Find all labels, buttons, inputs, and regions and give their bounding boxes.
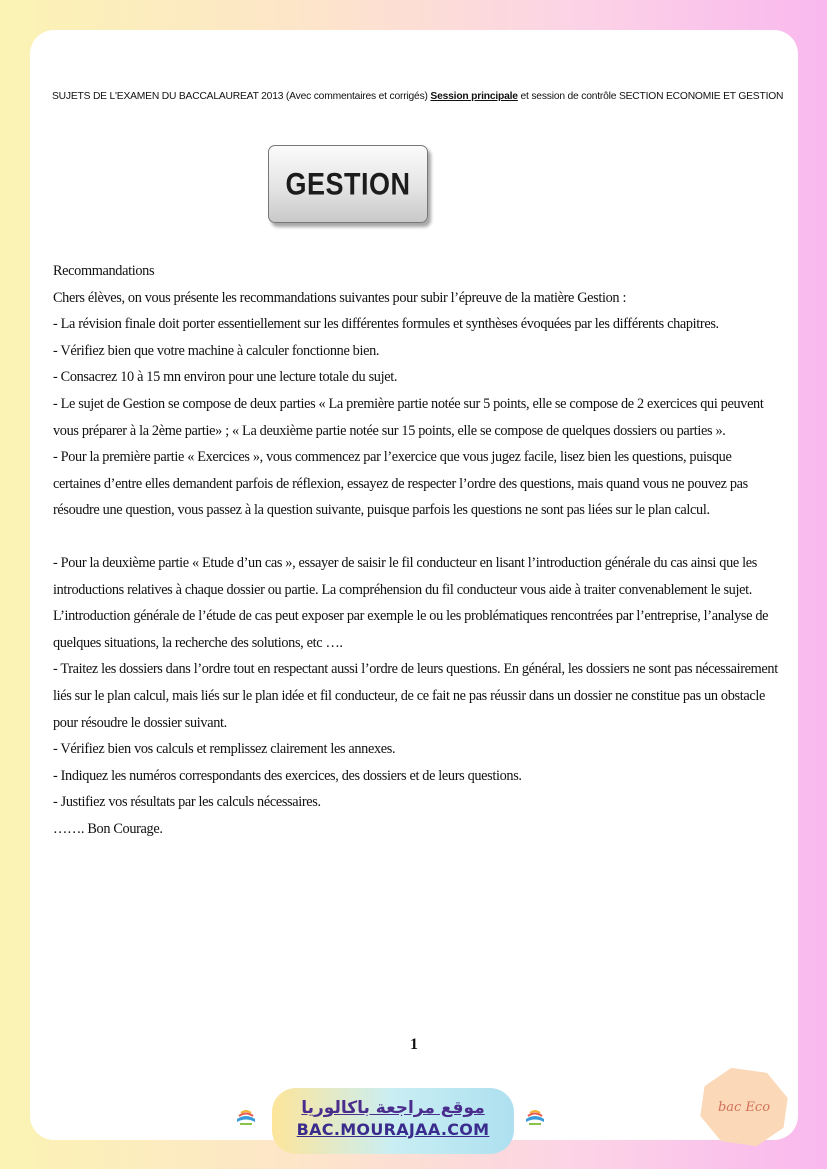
header-session-principale: Session principale	[430, 90, 518, 102]
recommendations-text	[53, 258, 778, 842]
paragraph: - Le sujet de Gestion se compose de deux parties « La première partie notée sur 5 points, elle se compose de 2 exercices qui peuvent vous préparer à la 2ème partie» ; « La deuxième partie notée sur 15 points, elle se compose de quelques dossiers ou parties ».	[53, 395, 764, 439]
paragraph: - La révision finale doit porter essentiellement sur les différentes formules et synthèses évoquées par les différents chapitres.	[53, 316, 719, 333]
header-line	[52, 90, 784, 102]
subject-title-box	[268, 145, 428, 223]
closing-line: ……. Bon Courage.	[53, 820, 163, 837]
paragraph: - Vérifiez bien que votre machine à calculer fonctionne bien.	[53, 342, 380, 359]
paragraph: - Justifiez vos résultats par les calculs nécessaires.	[53, 794, 321, 811]
paragraph: Chers élèves, on vous présente les recommandations suivantes pour subir l’épreuve de la matière Gestion :	[53, 289, 627, 306]
paragraph: - Traitez les dossiers dans l’ordre tout en respectant aussi l’ordre de leurs questions. En général, les dossiers ne sont pas nécessairement liés sur le plan calcul, mais liés sur le plan idée et fil conducteur, de ce fait ne pas réussir dans un dossier ne constitue pas un obstacle pour résoudre le dossier suivant.	[53, 661, 778, 731]
header-prefix: SUJETS DE L'EXAMEN DU BACCALAUREAT 2013 (Avec commentaires et corrigés)	[52, 90, 431, 102]
corner-logo-text: bac Eco	[717, 1099, 771, 1115]
document-page	[30, 30, 798, 1140]
header-suffix: et session de contrôle SECTION ECONOMIE ET GESTION	[517, 90, 784, 102]
subject-title: GESTION	[285, 166, 411, 201]
paragraph: - Vérifiez bien vos calculs et remplissez clairement les annexes.	[53, 741, 396, 758]
paragraph: - Indiquez les numéros correspondants des exercices, des dossiers et de leurs questions.	[53, 767, 522, 784]
book-icon	[524, 1107, 546, 1127]
paragraph-spacer	[53, 524, 778, 550]
site-banner[interactable]	[272, 1088, 514, 1154]
book-icon	[235, 1107, 257, 1127]
left-book-logo-icon	[233, 1102, 259, 1132]
paragraph: - Pour la première partie « Exercices », vous commencez par l’exercice que vous jugez facile, lisez bien les questions, puisque certaines d’entre elles demandent parfois de réflexion, essayez de respecter l’ordre des questions, mais quand vous ne pouvez pas résoudre une question, vous passez à la question suivante, puisque parfois les questions ne sont pas liées sur le plan calcul.	[53, 449, 748, 519]
site-name-arabic[interactable]: موقع مراجعة باكالوريا	[301, 1098, 485, 1118]
paragraph: - Consacrez 10 à 15 mn environ pour une lecture totale du sujet.	[53, 369, 398, 386]
right-book-logo-icon	[522, 1102, 548, 1132]
paragraph: - Pour la deuxième partie « Etude d’un cas », essayer de saisir le fil conducteur en lisant l’introduction générale du cas ainsi que les introductions relatives à chaque dossier ou partie. La compréhension du fil conducteur vous aide à traiter convenablement le sujet. L’introduction générale de l’étude de cas peut exposer par exemple le ou les problématiques rencontrées par l’entreprise, l’analyse de quelques situations, la recherche des solutions, etc ….	[53, 554, 769, 651]
recommendations-heading: Recommandations	[53, 263, 155, 279]
site-url-link[interactable]: BAC.MOURAJAA.COM	[296, 1120, 490, 1139]
bac-eco-logo	[700, 1068, 788, 1146]
page-number: 1	[410, 1036, 418, 1053]
